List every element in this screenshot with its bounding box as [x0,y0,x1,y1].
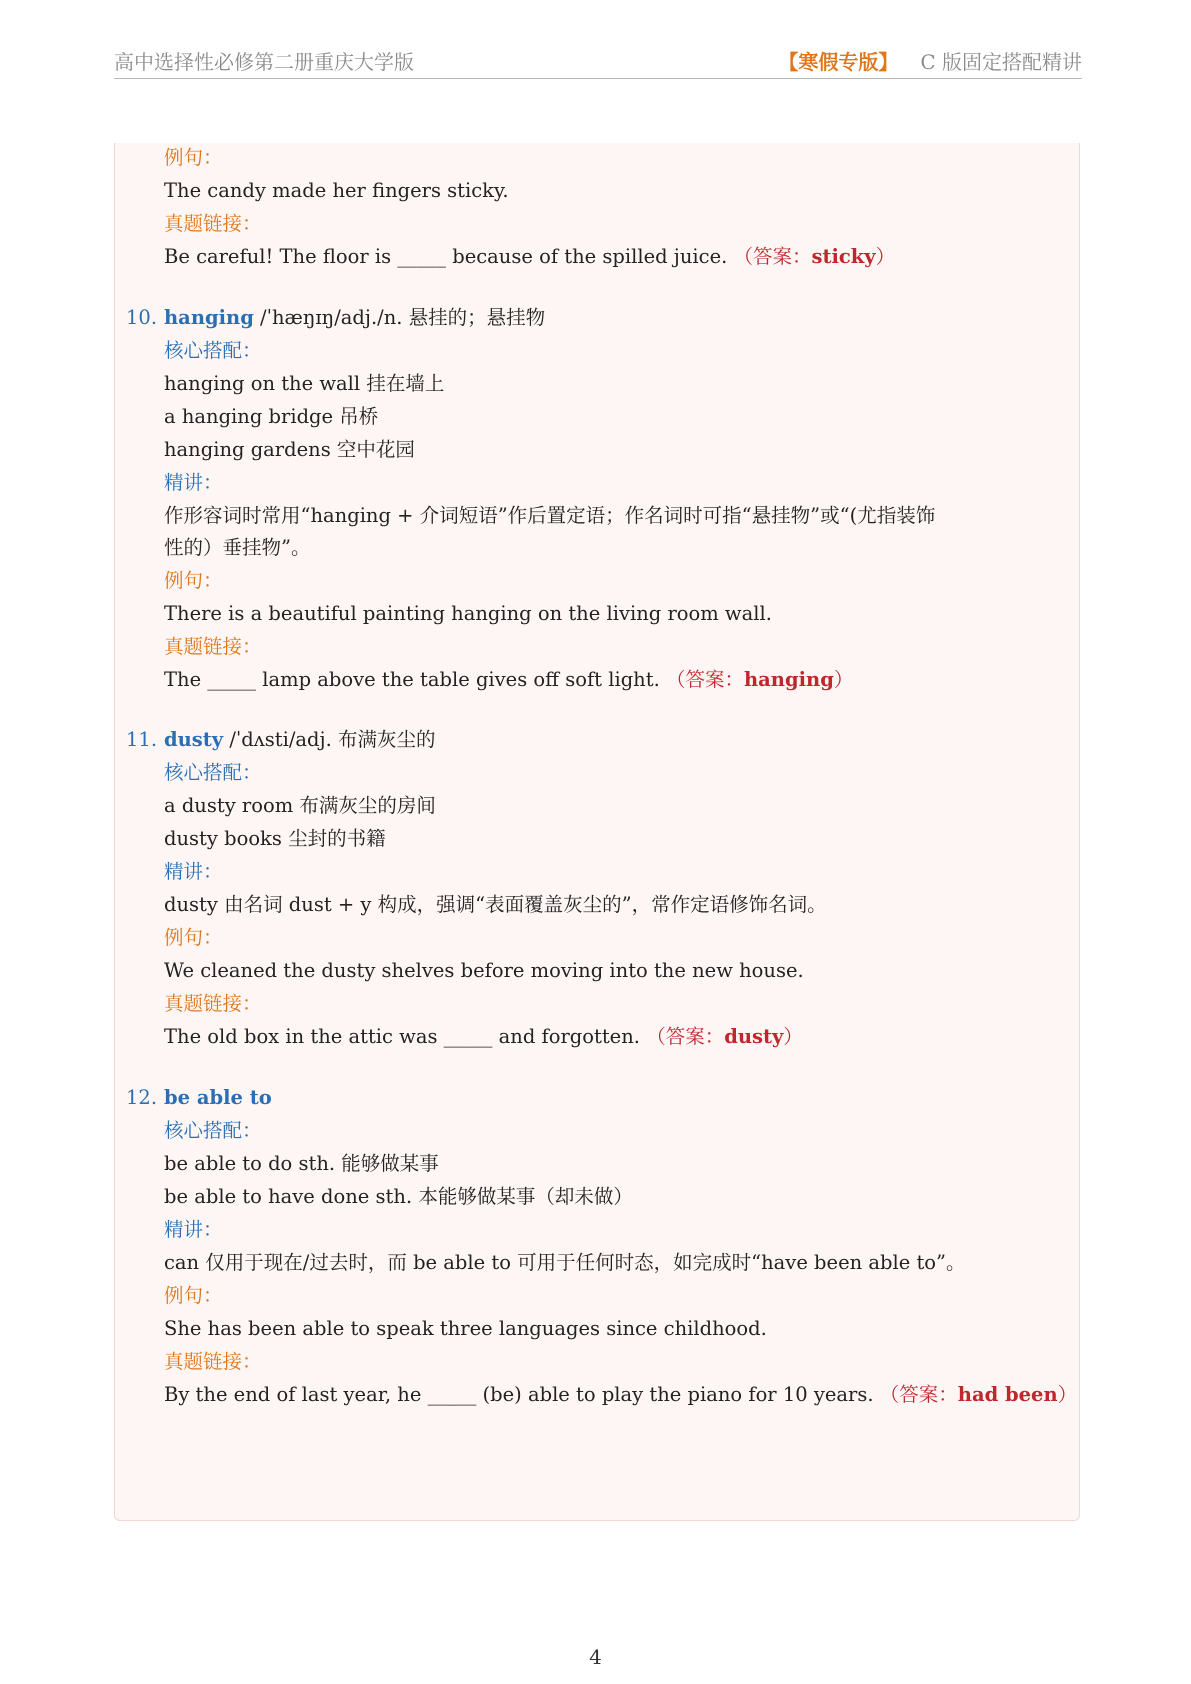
collocation-item: dusty books 尘封的书籍 [164,827,386,850]
header-series: C 版固定搭配精讲 [920,50,1082,74]
example-label: 例句： [164,1284,223,1307]
explanation-label: 精讲： [164,860,223,883]
answer: （答案：hanging） [665,668,854,691]
example-sentence: There is a beautiful painting hanging on the living room wall. [164,602,772,625]
exam-question: Be careful! The floor is _____ because of the spilled juice. （答案：sticky） [164,245,896,268]
entry-headline [164,303,545,333]
link-label: 真题链接： [164,212,262,235]
explanation-text: dusty 由名词 dust + y 构成，强调“表面覆盖灰尘的”，常作定语修饰名词。 [164,893,827,916]
entry-number: 12. [126,1086,158,1109]
vocabulary-content-box [114,143,1080,1521]
explanation-label: 精讲： [164,1218,223,1241]
head-word: dusty [164,728,224,751]
exam-question: The _____ lamp above the table gives off soft light. （答案：hanging） [164,668,854,691]
explanation-text: can 仅用于现在/过去时，而 be able to 可用于任何时态，如完成时“have been able to”。 [164,1251,966,1274]
exam-question: By the end of last year, he _____ (be) able to play the piano for 10 years. （答案：had been） [164,1383,1078,1406]
head-word: be able to [164,1086,272,1109]
collocation-item: a hanging bridge 吊桥 [164,405,379,428]
example-label: 例句： [164,146,223,169]
head-word: hanging [164,306,254,329]
example-sentence: We cleaned the dusty shelves before moving into the new house. [164,959,804,982]
example-sentence: The candy made her fingers sticky. [164,179,509,202]
entry-headline [164,1083,272,1113]
exam-question: The old box in the attic was _____ and forgotten. （答案：dusty） [164,1025,803,1048]
explanation-text: 作形容词时常用“hanging + 介词短语”作后置定语；作名词时可指“悬挂物”或“(尤指装饰 [164,504,936,527]
collocation-item: hanging gardens 空中花园 [164,438,415,461]
core-collocation-label: 核心搭配： [164,761,262,784]
answer: （答案：had been） [879,1383,1078,1406]
entry-headline [164,725,435,755]
definition: /ˈdʌsti/adj. 布满灰尘的 [223,728,436,751]
core-collocation-label: 核心搭配： [164,1119,262,1142]
core-collocation-label: 核心搭配： [164,339,262,362]
explanation-label: 精讲： [164,471,223,494]
example-label: 例句： [164,569,223,592]
entry-number: 11. [126,728,158,751]
entry-number: 10. [126,306,158,329]
collocation-item: a dusty room 布满灰尘的房间 [164,794,436,817]
example-label: 例句： [164,926,223,949]
header-title: 高中选择性必修第二册重庆大学版 [114,50,414,74]
link-label: 真题链接： [164,1350,262,1373]
collocation-item: hanging on the wall 挂在墙上 [164,372,445,395]
definition: /ˈhæŋɪŋ/adj./n. 悬挂的；悬挂物 [253,306,546,329]
answer: （答案：sticky） [733,245,896,268]
link-label: 真题链接： [164,992,262,1015]
collocation-item: be able to do sth. 能够做某事 [164,1152,439,1175]
page-number: 4 [589,1645,602,1669]
collocation-item: be able to have done sth. 本能够做某事（却未做） [164,1185,633,1208]
header-badge: 【寒假专版】 [778,50,899,74]
example-sentence: She has been able to speak three languages since childhood. [164,1317,767,1340]
link-label: 真题链接： [164,635,262,658]
page-header [114,44,1082,79]
explanation-text: 性的）垂挂物”。 [164,536,311,559]
header-right [778,46,1082,75]
answer: （答案：dusty） [646,1025,803,1048]
